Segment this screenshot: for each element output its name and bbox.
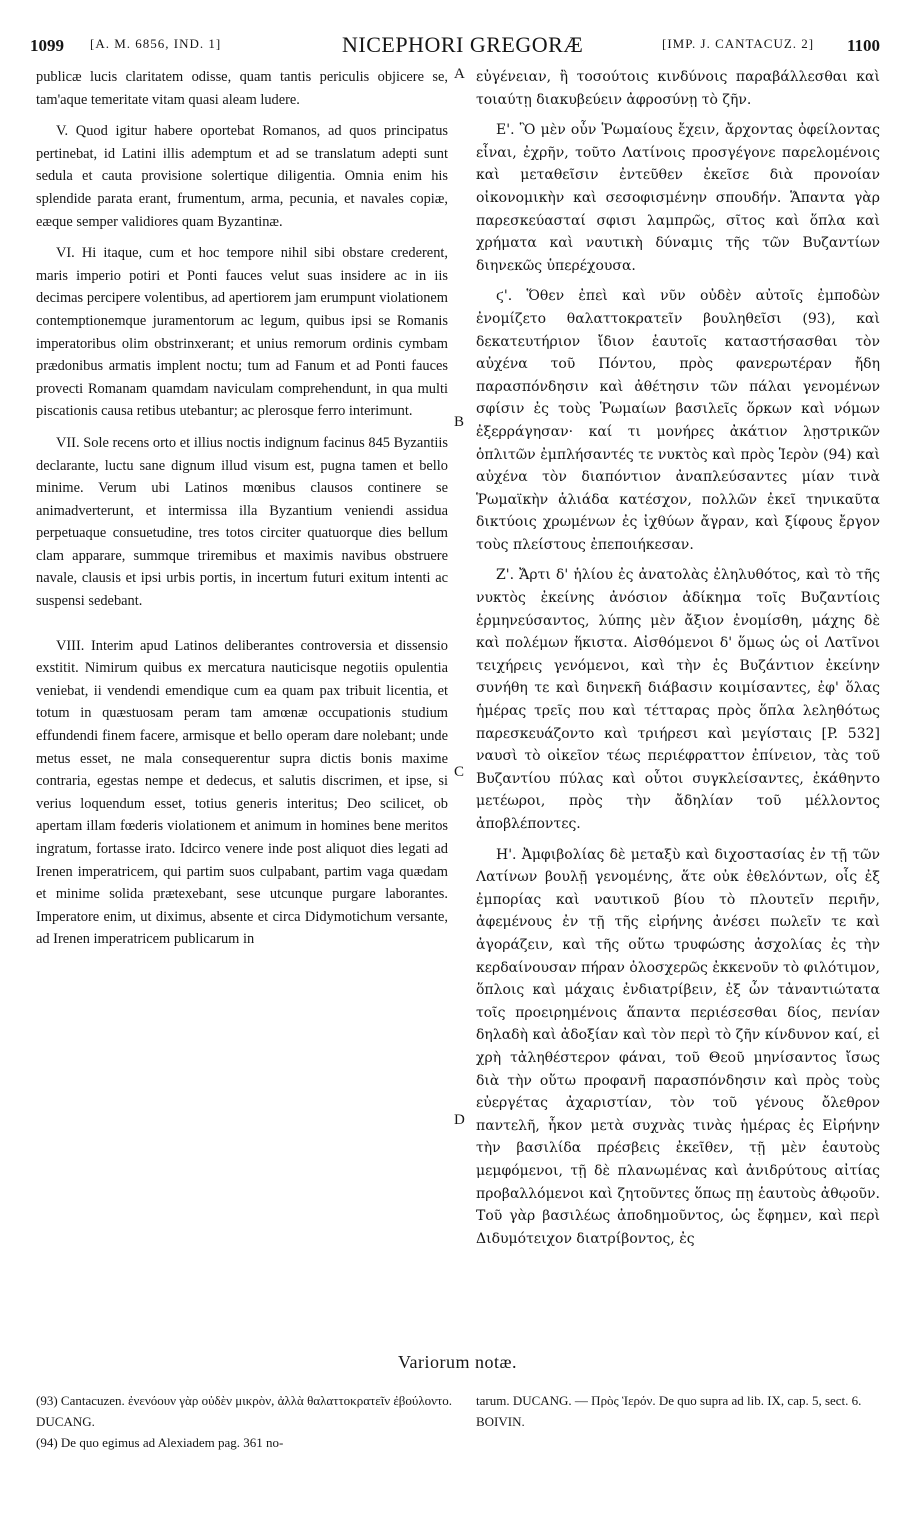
greek-paragraph-8: Η'. Ἀμφιβολίας δὲ μεταξὺ καὶ διχοστασίας ἐν τῇ τῶν Λατίνων βουλῇ γενομένης, ἅτε οὐκ ἐθελόντων, οἷς ἐξ ἐμπορίας καὶ ναυτικοῦ βίου τὸ πλουτεῖν περιῆν, ἀφεμένους ἐν τῇ τῆς εἰρήνης ἀνέσει πωλεῖν τε καὶ ἀγοράζειν, καὶ τῆς οὕτω τρυφώσης ἀσχολίας ἐς τὴν κερδαίνουσαν πήραν ὀλοσχερῶς ἐκκενοῦν τὸ φιλότιμον, ὅπλοις καὶ μάχαις ἐνδιατρίβειν, ἐξ ὧν τἀναντιώτατα τοῖς προειρημένοις ἅπαντα περιέσεσθαι δίος, πενίαν δηλαδὴ καὶ ἀδοξίαν καὶ τὸν περὶ τὸ ζῆν κίνδυνον καί, εἰ χρὴ τἀληθέστερον φάναι, τοῦ Θεοῦ μηνίσαντος ἴσως διὰ τὴν οὕτω προφανῆ παρασπόνδησιν καὶ πρὸς τοὺς εὐεργέτας ἀχαριστίαν, τὸν τοῦ γένους ὄλεθρον παντελῆ, ἧκον μετὰ συχνὰς τινὰς ἡμέρας ἐς Εἰρήνην τὴν βασιλίδα πρέσβεις ἐκεῖθεν, τῇ μὲν ἑαυτοὺς μεμφόμενοι, τῇ δὲ πλανωμένας καὶ ἀνιδρύτους αἰτίας προβαλλόμενοι καὶ ζητοῦντες ὅπως πῃ ἑαυτοὺς ἀθῳοῦν. Τοῦ γὰρ βασιλέως ἀποδημοῦντος, ὡς ἔφημεν, καὶ περὶ Διδυμότειχον διατρίβοντος, ἐς	[476, 846, 880, 1247]
left-page-number: 1099	[30, 36, 64, 55]
latin-paragraph-viii: VIII. Interim apud Latinos deliberantes controversia et dissensio exstitit. Nimirum quibus ex mercatura nauticisque negotiis opulentia veniebat, ii vendendi emendique cum ea quam pax tribuit licentia, et totum in quæstuosam peram tam amœnæ occupationis studium effundendi finem facere, armisque et bello operam dare nolebant; unde metus esset, ne mala consequerentur supra dictis bonis maxime contraria, egestas nempe et dedecus, et salutis discrimen, et ipse, si verius loquendum esset, totius generis interitus; Deo scilicet, ob apertam illam fœderis violationem et animum in homines bene meritos ingratum, fortasse irato. Idcirco venere inde post aliquot dies legati ad Irenen imperatricem, qui partim suos culpabant, partim vaga quædam et minime solida prætexebant, sese utcunque purgare laborantes. Imperatore enim, ut diximus, absente et circa Didymotichum versante, ad Irenen imperatricem publicarum in	[36, 637, 448, 948]
footnote-94: (94) De quo egimus ad Alexiadem pag. 361 no-	[36, 1435, 284, 1450]
margin-marker-a: A	[454, 66, 465, 82]
footnote-94-continued: tarum. DUCANG. — Πρὸς Ἱερόν. De quo supra ad lib. IX, cap. 5, sect. 6. BOIVIN.	[476, 1393, 862, 1429]
greek-column	[476, 66, 880, 1258]
greek-paragraph-continuation: εὐγένειαν, ἢ τοσούτοις κινδύνοις παραβάλλεσθαι καὶ τοιαύτῃ διακυβεύειν ἀφροσύνῃ τὸ ζῆν.	[476, 69, 880, 108]
notes-right-column	[476, 1390, 880, 1432]
greek-paragraph-5: Ε'. Ὃ μὲν οὖν Ῥωμαίους ἔχειν, ἄρχοντας ὀφείλοντας εἶναι, ἐχρῆν, τοῦτο Λατίνοις προσγέγονε παρελομένοις καὶ μεταθεῖσιν ἐντεῦθεν ἐκεῖσε διὰ προνοίαν οἰκονομικὴν καὶ σεσοφισμένην σπουδήν. Ἅπαντα γὰρ παρεσκεύασταί σφισι λαμπρῶς, σῖτος καὶ ὅπλα καὶ χρήματα καὶ ναυτικὴ δύναμις τῆς τῶν Βυζαντίων διηνεκῶς ὑπερέχουσα.	[476, 122, 880, 274]
margin-marker-b: B	[454, 414, 465, 430]
footnote-93: (93) Cantacuzen. ἐνενόουν γὰρ οὐδὲν μικρὸν, ἀλλὰ θαλαττοκρατεῖν ἐβούλοντο. DUCANG.	[36, 1393, 453, 1429]
margin-marker-d: D	[454, 1112, 465, 1128]
running-title: NICEPHORI GREGORÆ	[342, 32, 584, 57]
right-running-meta: [IMP. J. CANTACUZ. 2]	[662, 36, 815, 51]
margin-marker-c: C	[454, 764, 465, 780]
greek-paragraph-7: Ζ'. Ἄρτι δ' ἡλίου ἐς ἀνατολὰς ἐληλυθότος, καὶ τὸ τῆς νυκτὸς ἐκείνης ἀνόσιον ἀδίκημα τοῖς Βυζαντίοις ἑρμηνεύσαντος, λύπης μὲν ἄξιον ἐνομίσθη, μάχης δὲ καὶ πολέμων ἥκιστα. Αἰσθόμενοι δ' ὅμως ὡς οἱ Λατῖνοι τειχήρεις γενόμενοι, καὶ τὴν ἐς Βυζάντιον ἐκείνην συνήθη τε καὶ διηνεκῆ διάβασιν κοιμίσαντες, ἐφ' ὅλας ἡμέρας τρεῖς που καὶ τέτταρας πρὸς ὅπλα λεληθότως παρεσκευάζοντο καὶ τριήρεσι καὶ μεγίσταις [P. 532] ναυσὶ τὸ οἰκεῖον τέως περιέφραττον ἐπίνειον, τὰς τοῦ Βυζαντίου πύλας καὶ οὗτοι συγκλείσαντες, ἐκάθηντο μετέωροι, πρὸς τὴν ἄδηλίαν τοῦ μέλλοντος ἀποβλέποντες.	[476, 567, 880, 832]
latin-paragraph-vii: VII. Sole recens orto et illius noctis indignum facinus 845 Byzantiis declarante, luctu sane dignum illud visum est, pugna tamen et bello minime. Verum ubi Latinos mœnibus clausos continere se animadverterunt, et intermissa illa Byzantium veniendi assidua perpetuaque consuetudine, tres totos circiter quatuorque dies bellum clam apparare, summque triremibus et maximis navibus obstruere navale, clausis et ipsi urbis portis, in incertum futuri exitum intenti ac suspensi sedebant.	[36, 434, 448, 610]
notes-left-column	[36, 1390, 454, 1453]
right-page-number: 1100	[846, 36, 880, 55]
notes-heading: Variorum notæ.	[398, 1352, 517, 1372]
latin-paragraph-vi: VI. Hi itaque, cum et hoc tempore nihil sibi obstare crederent, maris imperio potiri et Ponti fauces velut suas insidere ac in iis decimas percipere volentibus, ad apertiorem jam erumpunt violationem contemptionemque juramentorum ac legum, quibus ipsi se Romanis imperatoribus olim obstrinxerant; et unius remorum ordinis cymbam prædonibus armatis implent noctu; tum ad Fanum et ad Ponti fauces provecti Romanam quamdam naviculam comprehendunt, in qua multi piscationis causa retibus utebantur; ac plerosque ferro interimunt.	[36, 245, 448, 420]
greek-paragraph-6: ϛ'. Ὅθεν ἐπεὶ καὶ νῦν οὐδὲν αὐτοῖς ἐμποδὼν ἐνομίζετο θαλαττοκρατεῖν βουληθεῖσι (93), καὶ δεκατευτήριον ἴδιον ἑαυτοῖς καταστήσασθαι τὸν αὐχένα τοῦ Πόντου, πρὸς φανερωτέραν ἤδη παρασπόνδησιν καὶ ἀθέτησιν τῶν πάλαι γενομένων σφίσιν ἐς τοὺς Ῥωμαίων βασιλεῖς ὅρκων καὶ νόμων ἐξερράγησαν· καί τι μονήρες ἀκάτιον λῃστρικῶν ὁπλιτῶν ἐμπλήσαντές τε νυκτὸς καὶ πρὸς Ἱερὸν (94) καὶ αὐχένα τὸν διαπόντιον ἀναπλεύσαντες μίαν τινὰ Ῥωμαϊκὴν ἁλιάδα κατέσχον, πολλῶν ἐκεῖ τηνικαῦτα δικτύοις χρωμένων ἐς ἰχθύων ἄγραν, καὶ ξίφους ἔργον τοὺς πλείστους ἐπεποιήκεσαν.	[476, 288, 880, 553]
left-running-meta: [A. M. 6856, IND. 1]	[90, 36, 222, 51]
latin-column	[36, 66, 448, 960]
latin-paragraph-continuation: publicæ lucis claritatem odisse, quam tantis periculis objicere se, tam'aque temeritate vitam quasi aleam ludere.	[36, 69, 448, 108]
latin-paragraph-v: V. Quod igitur habere oportebat Romanos, ad quos principatus pertinebat, id Latini illis ademptum et ad se translatum adepti sunt sedula et cauta provisione solertique diligentia. Omnia enim his splendide parata erant, frumentum, arma, pecunia, et navales copiæ, eæque semper validiores quam Byzantinæ.	[36, 123, 448, 230]
page-header	[30, 30, 880, 64]
